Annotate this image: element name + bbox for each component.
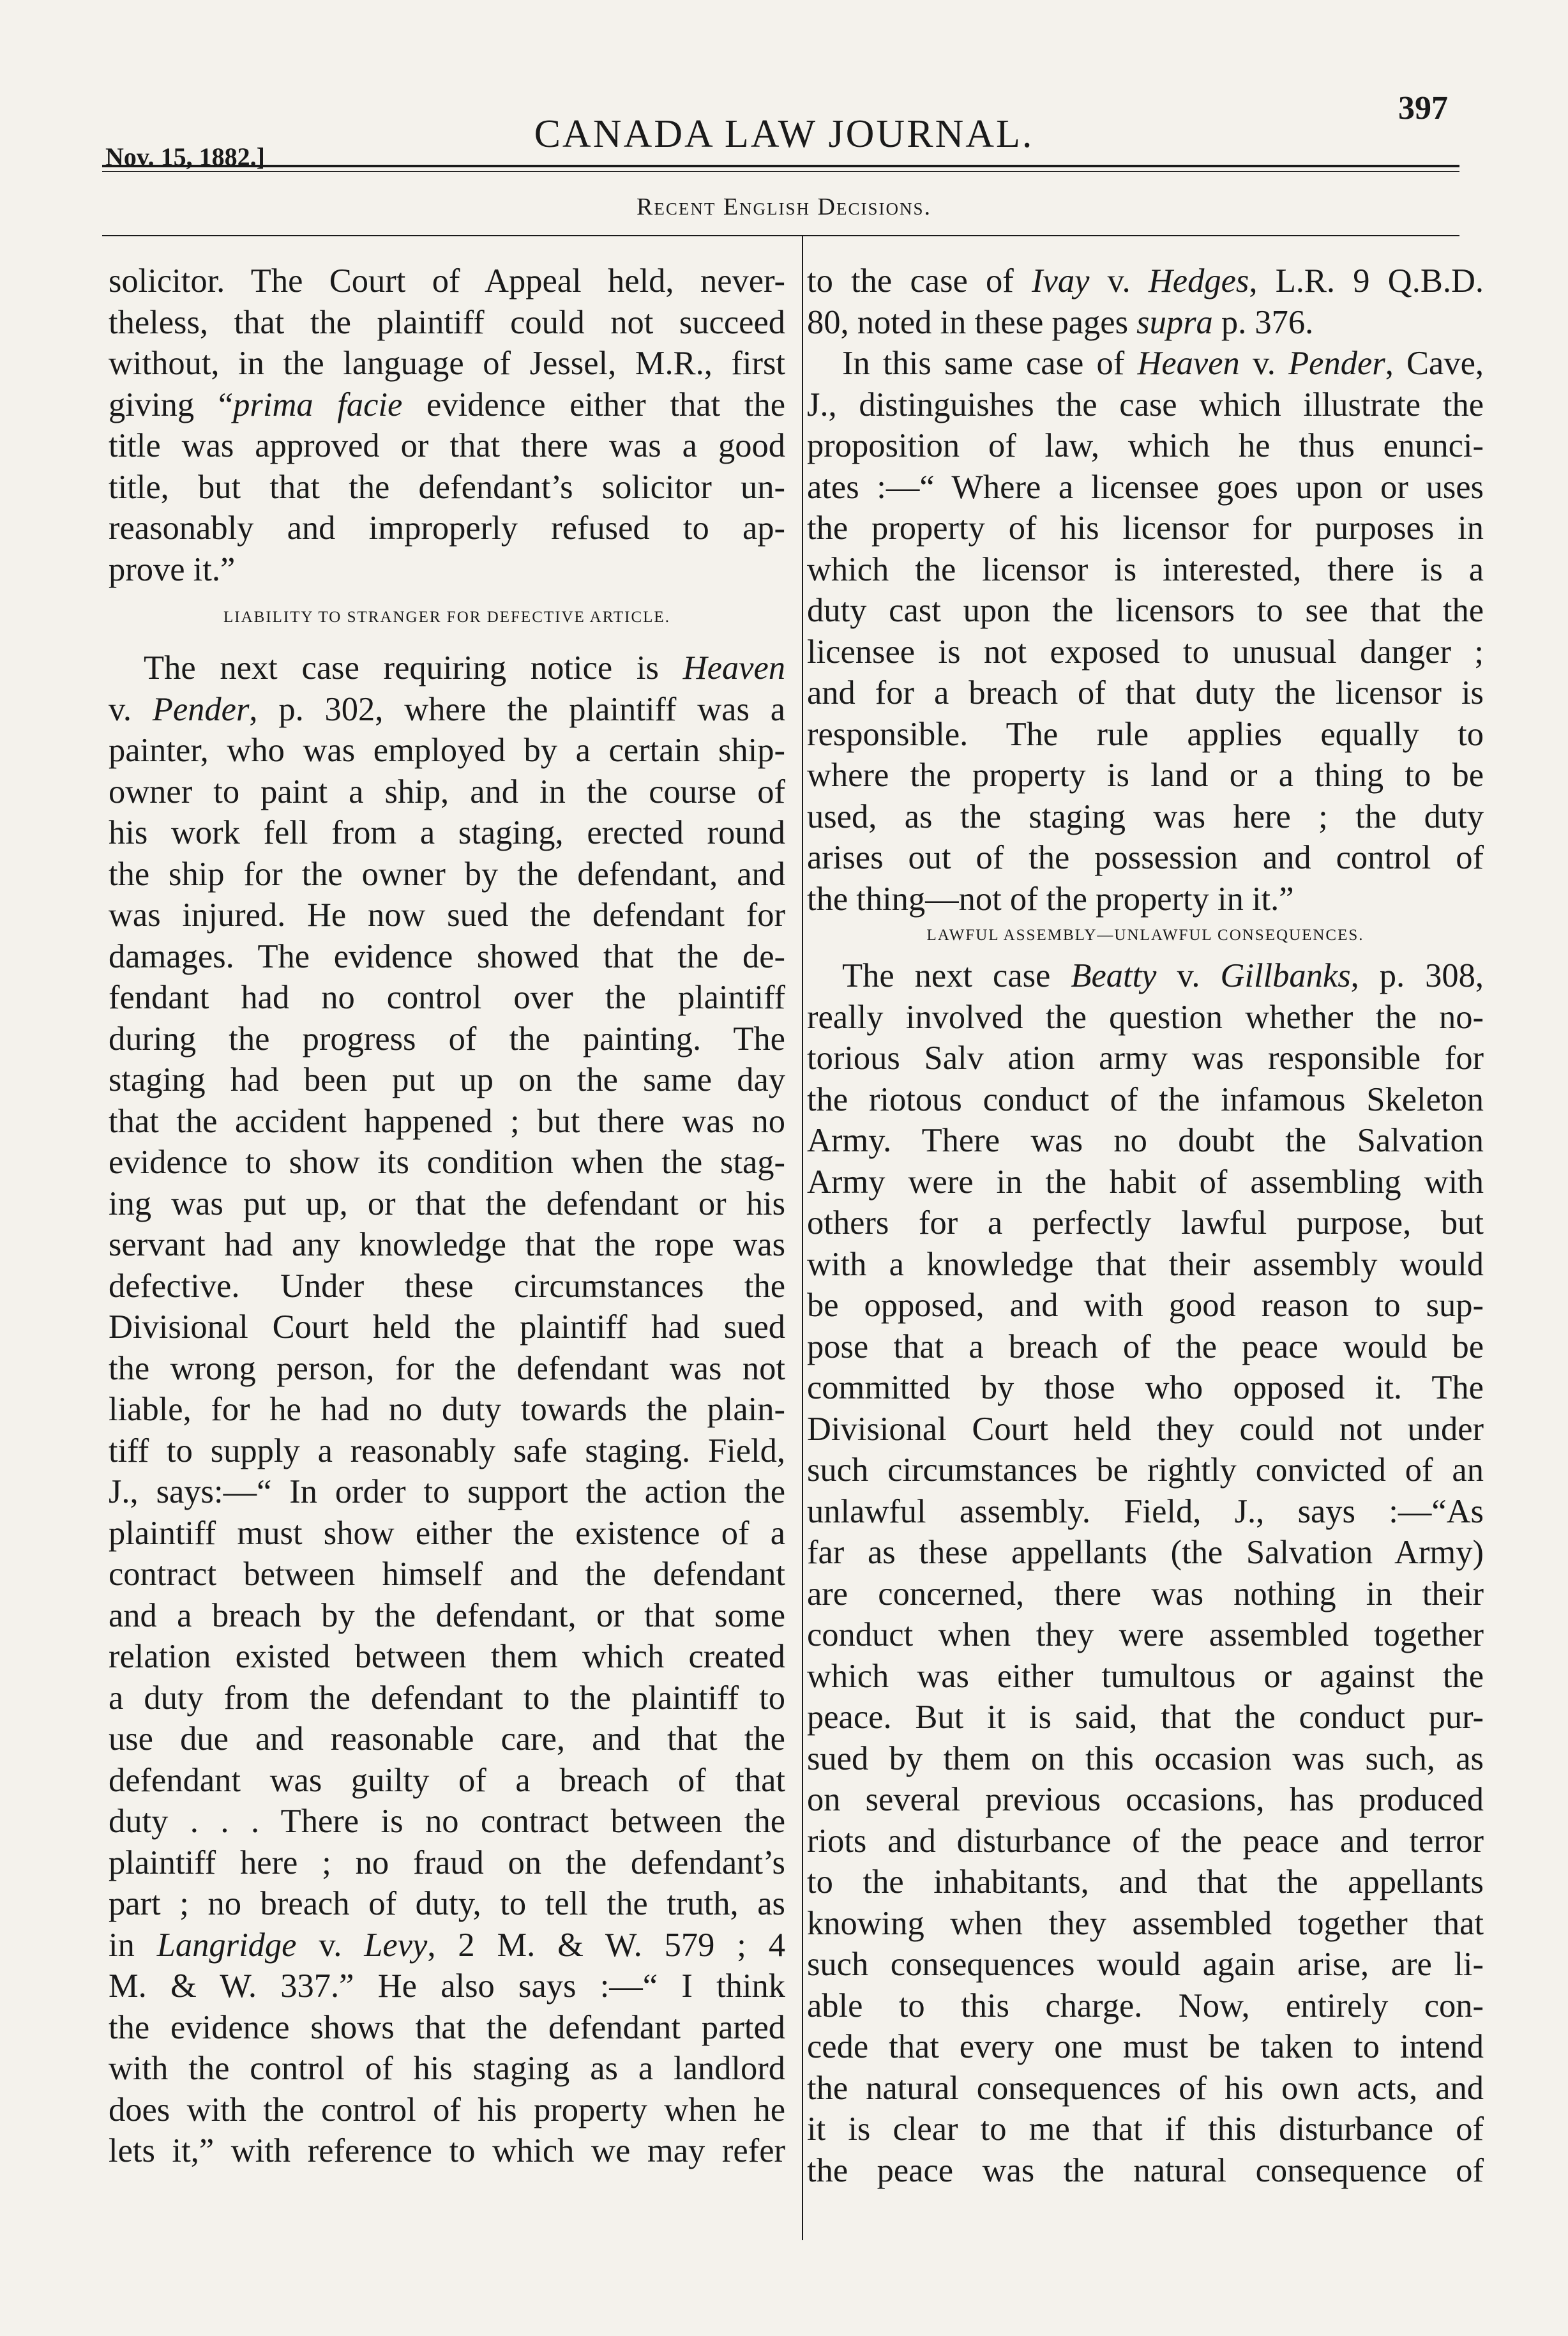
text-run: , 2 M. & W. 579 ; 4 — [427, 1926, 786, 1964]
text-line: cede that every one must be taken to intend — [807, 2028, 1484, 2065]
text-line: servant had any knowledge that the rope was — [109, 1226, 785, 1263]
text-line: plaintiff here ; no fraud on the defendant’s — [109, 1844, 785, 1881]
text-line: J., says:—“ In order to support the action the — [109, 1473, 785, 1510]
text-line: duty . . . There is no contract between the — [109, 1803, 785, 1840]
text-line: liable, for he had no duty towards the plain- — [109, 1391, 785, 1428]
text-line: owner to paint a ship, and in the course of — [109, 773, 785, 810]
case-name: Gillbanks — [1220, 957, 1351, 994]
section-title: Recent English Decisions. — [637, 193, 931, 220]
text-run: p. 376. — [1212, 303, 1314, 341]
text-line: M. & W. 337.” He also says :—“ I think — [109, 1968, 785, 2005]
text-line: plaintiff must show either the existence of a — [109, 1514, 785, 1552]
text-line: does with the control of his property when he — [109, 2091, 785, 2128]
text-line: without, in the language of Jessel, M.R., first — [109, 345, 785, 382]
subheading-liability: LIABILITY TO STRANGER FOR DEFECTIVE ARTICLE. — [223, 609, 670, 626]
text-line: prove it.” — [109, 550, 236, 588]
text-line: where the property is land or a thing to be — [807, 757, 1484, 794]
text-line: really involved the question whether the no- — [807, 998, 1484, 1036]
text-line: be opposed, and with good reason to sup- — [807, 1287, 1484, 1324]
text-line: staging had been put up on the same day — [109, 1061, 785, 1098]
text-line: title was approved or that there was a good — [109, 427, 785, 464]
text-run: In this same case of — [842, 345, 1138, 382]
text-run: v. — [1239, 345, 1289, 382]
text-line: conduct when they were assembled together — [807, 1616, 1484, 1653]
italic-term: supra — [1136, 303, 1213, 341]
text-line: which was either tumultous or against the — [807, 1657, 1484, 1695]
text-line: used, as the staging was here ; the duty — [807, 798, 1484, 835]
text-run: evidence either that the — [402, 386, 785, 423]
text-line: others for a perfectly lawful purpose, but — [807, 1204, 1484, 1241]
text-run: v. — [1156, 957, 1221, 994]
right-column — [807, 261, 1484, 2191]
text-line: painter, who was employed by a certain ship- — [109, 732, 785, 769]
text-line: reasonably and improperly refused to ap- — [109, 510, 785, 547]
text-line: Army. There was no doubt the Salvation — [807, 1122, 1484, 1159]
text-line — [109, 648, 785, 689]
text-run: , p. 302, where the plaintiff was a — [249, 690, 785, 728]
text-line — [807, 302, 1484, 344]
text-line: are concerned, there was nothing in their — [807, 1575, 1484, 1612]
text-run: v. — [109, 690, 153, 728]
text-line: the riotous conduct of the infamous Skeleton — [807, 1081, 1484, 1118]
text-run: , Cave, — [1385, 345, 1484, 382]
text-line: the thing—not of the property in it.” — [807, 880, 1294, 918]
text-line: on several previous occasions, has produced — [807, 1781, 1484, 1818]
text-line: the evidence shows that the defendant parted — [109, 2008, 785, 2046]
text-line: tiff to supply a reasonably safe staging. Field, — [109, 1432, 785, 1469]
text-line: damages. The evidence showed that the de- — [109, 937, 785, 975]
text-line: licensee is not exposed to unusual danger ; — [807, 633, 1484, 671]
text-run: giving “ — [109, 386, 234, 423]
case-name: Pender — [152, 690, 250, 728]
left-column — [109, 261, 785, 2172]
text-run: The next case requiring notice is — [144, 649, 683, 686]
text-run: v. — [296, 1926, 365, 1964]
text-line: responsible. The rule applies equally to — [807, 715, 1484, 753]
text-line: such consequences would again arise, are li- — [807, 1946, 1484, 1983]
text-line: that the accident happened ; but there was no — [109, 1102, 785, 1140]
text-line: title, but that the defendant’s solicitor un- — [109, 468, 785, 506]
text-line: to the inhabitants, and that the appellants — [807, 1863, 1484, 1900]
text-line: Divisional Court held they could not under — [807, 1410, 1484, 1448]
text-line — [807, 955, 1484, 997]
text-run: , p. 308, — [1350, 957, 1484, 994]
text-run: v. — [1089, 262, 1149, 300]
text-line: fendant had no control over the plaintiff — [109, 979, 785, 1016]
text-line: J., distinguishes the case which illustrate the — [807, 386, 1484, 423]
italic-term: prima facie — [233, 386, 403, 423]
text-run: , L.R. 9 Q.B.D. — [1249, 262, 1484, 300]
case-name: Langridge — [156, 1926, 297, 1964]
text-line: defective. Under these circumstances the — [109, 1267, 785, 1305]
text-line: able to this charge. Now, entirely con- — [807, 1987, 1484, 2024]
text-line: during the progress of the painting. The — [109, 1020, 785, 1058]
case-name: Hedges — [1148, 262, 1249, 300]
text-line: duty cast upon the licensors to see that the — [807, 592, 1484, 629]
case-name: Heaven — [1137, 345, 1240, 382]
text-line: theless, that the plaintiff could not succeed — [109, 303, 785, 341]
text-line: unlawful assembly. Field, J., says :—“As — [807, 1492, 1484, 1530]
text-line — [807, 343, 1484, 384]
case-name: Pender — [1288, 345, 1385, 382]
text-line: knowing when they assembled together that — [807, 1904, 1484, 1942]
text-line: torious Salv ation army was responsible for — [807, 1040, 1484, 1077]
case-name: Heaven — [682, 649, 785, 686]
text-line: his work fell from a staging, erected round — [109, 814, 785, 851]
text-line — [109, 384, 785, 426]
text-line — [109, 1925, 785, 1966]
text-line: evidence to show its condition when the stag- — [109, 1144, 785, 1181]
text-line: and for a breach of that duty the licensor is — [807, 674, 1484, 711]
text-line: sued by them on this occasion was such, as — [807, 1740, 1484, 1777]
text-line: and a breach by the defendant, or that some — [109, 1597, 785, 1634]
issue-date: Nov. 15, 1882.] — [105, 142, 265, 171]
text-line: Divisional Court held the plaintiff had sued — [109, 1308, 785, 1346]
text-line — [109, 689, 785, 731]
text-line: the property of his licensor for purposes in — [807, 510, 1484, 547]
text-line: far as these appellants (the Salvation Army) — [807, 1534, 1484, 1571]
section-rule — [102, 235, 1459, 236]
text-line: proposition of law, which he thus enunci- — [807, 427, 1484, 464]
text-line: the peace was the natural consequence of — [807, 2151, 1484, 2189]
text-line: which the licensor is interested, there is a — [807, 550, 1484, 588]
journal-title: CANADA LAW JOURNAL. — [534, 112, 1034, 156]
text-line: such circumstances be rightly convicted of an — [807, 1452, 1484, 1489]
text-run: 80, noted in these pages — [807, 303, 1137, 341]
text-line: part ; no breach of duty, to tell the truth, as — [109, 1885, 785, 1922]
text-line: with the control of his staging as a landlord — [109, 2050, 785, 2087]
text-line: with a knowledge that their assembly would — [807, 1245, 1484, 1283]
text-run: in — [109, 1926, 157, 1964]
case-name: Ivay — [1032, 262, 1090, 300]
text-line: riots and disturbance of the peace and terror — [807, 1822, 1484, 1860]
text-line: was injured. He now sued the defendant for — [109, 897, 785, 934]
text-line: it is clear to me that if this disturbance of — [807, 2111, 1484, 2148]
text-line — [807, 261, 1484, 302]
text-line: relation existed between them which created — [109, 1638, 785, 1675]
case-name: Levy — [364, 1926, 428, 1964]
text-line: a duty from the defendant to the plaintiff to — [109, 1679, 785, 1717]
text-line: use due and reasonable care, and that the — [109, 1720, 785, 1757]
text-line: the ship for the owner by the defendant, and — [109, 855, 785, 893]
text-line: committed by those who opposed it. The — [807, 1369, 1484, 1406]
case-name: Beatty — [1071, 957, 1157, 994]
subheading-lawful-assembly: LAWFUL ASSEMBLY—UNLAWFUL CONSEQUENCES. — [926, 927, 1364, 944]
text-line: ates :—“ Where a licensee goes upon or uses — [807, 468, 1484, 506]
text-line: lets it,” with reference to which we may refer — [109, 2132, 785, 2169]
column-divider — [802, 235, 803, 2240]
text-line: pose that a breach of the peace would be — [807, 1328, 1484, 1365]
header-rule-thin — [102, 171, 1459, 172]
text-line: peace. But it is said, that the conduct pur- — [807, 1699, 1484, 1736]
header-rule — [102, 165, 1459, 167]
text-run: The next case — [842, 957, 1071, 994]
text-line: the wrong person, for the defendant was not — [109, 1349, 785, 1387]
text-line: ing was put up, or that the defendant or his — [109, 1185, 785, 1222]
text-line: the natural consequences of his own acts, and — [807, 2069, 1484, 2107]
text-line: contract between himself and the defendant — [109, 1556, 785, 1593]
text-run: to the case of — [807, 262, 1032, 300]
text-line: Army were in the habit of assembling with — [807, 1163, 1484, 1201]
text-line: arises out of the possession and control of — [807, 839, 1484, 876]
text-line: solicitor. The Court of Appeal held, never- — [109, 262, 785, 300]
page-number: 397 — [1398, 90, 1448, 126]
text-line: defendant was guilty of a breach of that — [109, 1761, 785, 1799]
